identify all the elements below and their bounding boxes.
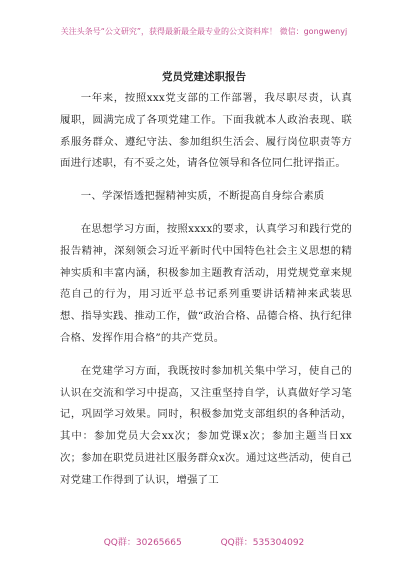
intro-paragraph: 一年来，按照xxx党支部的工作部署，我尽职尽责，认真履职，圆满完成了各项党建工作。下面我就本人政治表现、联系服务群众、遵纪守法、参加组织生活会、履行岗位职责等方面进行述职，有不妥之处，请各位领导和各位同仁批评指正。 <box>60 92 352 170</box>
document-body <box>60 88 352 492</box>
qq-group-2: QQ群：535304092 <box>220 538 305 548</box>
study-thought-paragraph: 在思想学习方面，按照xxxx的要求，认真学习和践行党的报告精神，深刻领会习近平新时代中国特色社会主义思想的精神实质和丰富内涵，积极参加主题教育活动，用党规党章来规范自己的行为，用习近平总书记系列重要讲话精神来武装思想、指导实践、推动工作，做“政治合格、品德合格、执行纪律合格、发挥作用合格”的共产党员。 <box>60 222 352 344</box>
page-header-promo: 关注头条号“公文研究”，获得最新最全最专业的公文资料库！ 微信：gongwenyj <box>60 27 348 36</box>
qq-group-1: QQ群：30265665 <box>103 538 182 548</box>
party-study-paragraph: 在党建学习方面，我既按时参加机关集中学习，使自己的认识在交流和学习中提高，又注重坚持自学，认真做好学习笔记，巩固学习效果。同时，积极参加党支部组织的各种活动，其中：参加党员大会xx次；参加党课x次；参加主题当日xx次；参加在职党员进社区服务群众x次。通过这些活动，使自己对党建工作得到了认识，增强了工 <box>60 364 353 486</box>
section-heading-1: 一、学深悟透把握精神实质，不断提高自身综合素质 <box>80 190 325 203</box>
page-footer <box>0 535 408 548</box>
document-title: 党员党建述职报告 <box>162 71 246 83</box>
